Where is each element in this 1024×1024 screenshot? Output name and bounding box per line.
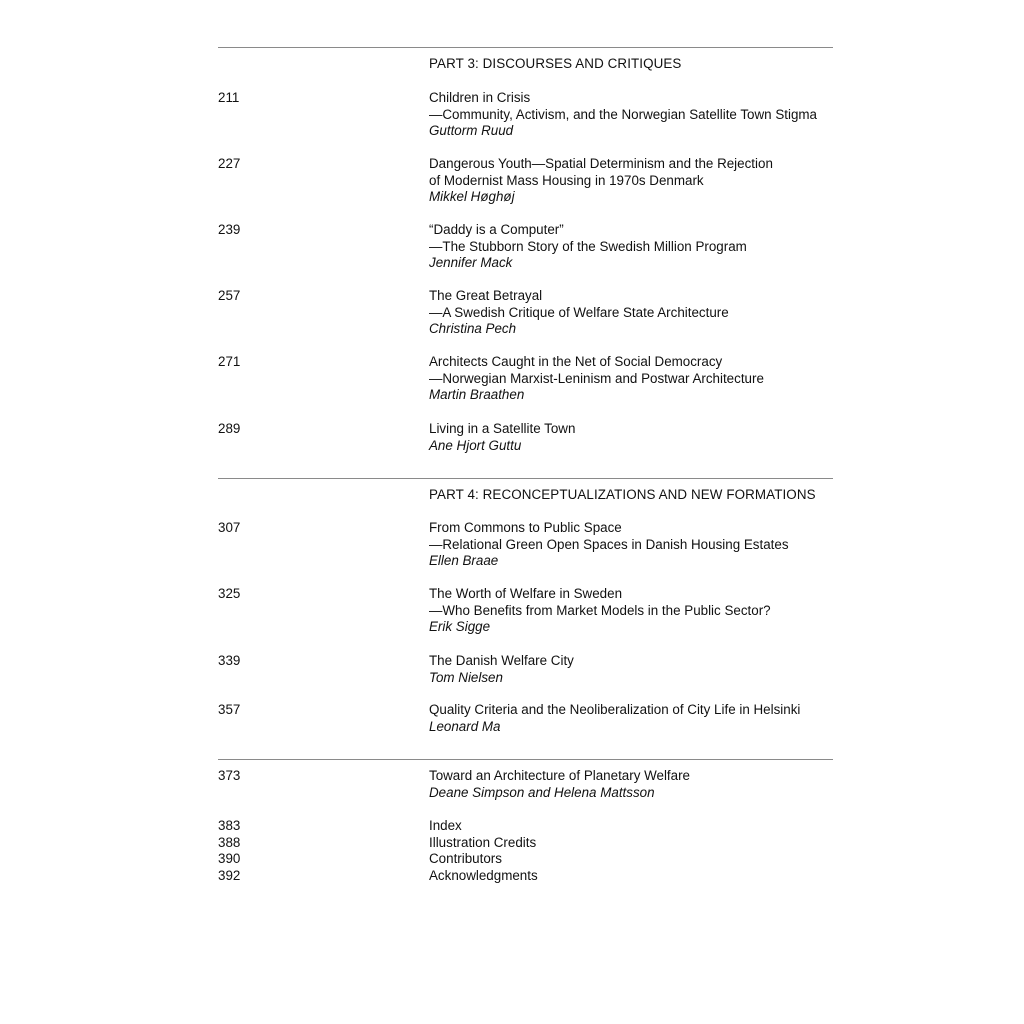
page-number: 289 (218, 421, 241, 436)
chapter-subtitle: of Modernist Mass Housing in 1970s Denmark (429, 172, 704, 188)
chapter-title: From Commons to Public Space (429, 520, 622, 535)
page-number: 307 (218, 520, 241, 535)
page-number: 211 (218, 90, 240, 105)
chapter-subtitle: —Norwegian Marxist-Leninism and Postwar Architecture (429, 370, 764, 386)
page-number: 392 (218, 868, 241, 883)
chapter-author: Deane Simpson and Helena Mattsson (429, 784, 655, 800)
back-matter-title: Acknowledgments (429, 868, 538, 883)
chapter-title: Toward an Architecture of Planetary Welfare (429, 768, 690, 783)
section-divider (218, 478, 833, 479)
chapter-title: “Daddy is a Computer” (429, 222, 564, 237)
page-number: 239 (218, 222, 241, 237)
page-number: 271 (218, 354, 241, 369)
chapter-author: Martin Braathen (429, 387, 525, 403)
part-4-heading: PART 4: RECONCEPTUALIZATIONS AND NEW FORMATIONS (429, 487, 816, 502)
chapter-title: Dangerous Youth—Spatial Determinism and the Rejection (429, 156, 773, 171)
chapter-title: Children in Crisis (429, 90, 531, 105)
chapter-author: Christina Pech (429, 321, 517, 337)
back-matter-title: Index (429, 818, 462, 833)
chapter-author: Tom Nielsen (429, 669, 503, 685)
chapter-author: Ane Hjort Guttu (429, 437, 522, 453)
chapter-author: Mikkel Høghøj (429, 189, 515, 205)
page-number: 257 (218, 288, 241, 303)
chapter-author: Leonard Ma (429, 718, 501, 734)
page-number: 388 (218, 835, 241, 850)
chapter-subtitle: —The Stubborn Story of the Swedish Million Program (429, 238, 747, 254)
chapter-author: Erik Sigge (429, 619, 491, 635)
page-number: 390 (218, 851, 241, 866)
chapter-title: The Worth of Welfare in Sweden (429, 586, 623, 601)
chapter-subtitle: —Relational Green Open Spaces in Danish Housing Estates (429, 536, 789, 552)
page-number: 383 (218, 818, 241, 833)
chapter-title: Architects Caught in the Net of Social Democracy (429, 354, 723, 369)
page-number: 227 (218, 156, 241, 171)
back-matter-title: Illustration Credits (429, 835, 537, 850)
page-number: 357 (218, 702, 241, 717)
chapter-title: Living in a Satellite Town (429, 421, 576, 436)
chapter-subtitle: —A Swedish Critique of Welfare State Architecture (429, 304, 729, 320)
chapter-author: Ellen Braae (429, 553, 499, 569)
chapter-title: Quality Criteria and the Neoliberalization of City Life in Helsinki (429, 702, 801, 717)
section-divider (218, 47, 833, 48)
section-divider (218, 759, 833, 760)
page-number: 325 (218, 586, 241, 601)
chapter-subtitle: —Who Benefits from Market Models in the Public Sector? (429, 602, 771, 618)
page-number: 373 (218, 768, 241, 783)
page-number: 339 (218, 653, 241, 668)
chapter-subtitle: —Community, Activism, and the Norwegian Satellite Town Stigma (429, 106, 817, 122)
back-matter-title: Contributors (429, 851, 502, 866)
chapter-title: The Danish Welfare City (429, 653, 574, 668)
chapter-author: Guttorm Ruud (429, 123, 514, 139)
part-3-heading: PART 3: DISCOURSES AND CRITIQUES (429, 56, 682, 71)
chapter-author: Jennifer Mack (429, 255, 513, 271)
chapter-title: The Great Betrayal (429, 288, 543, 303)
